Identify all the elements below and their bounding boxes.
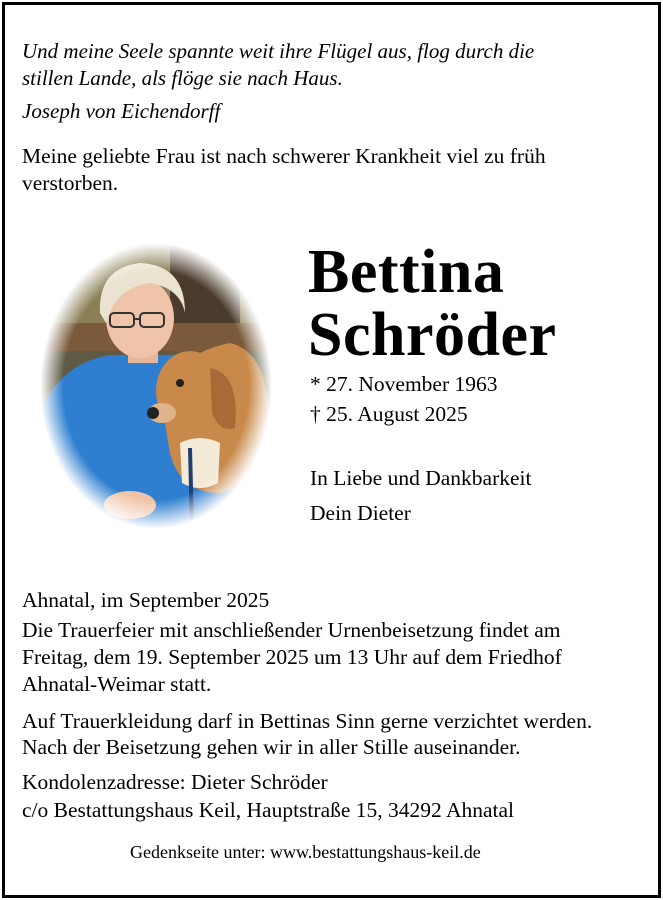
quote-author: Joseph von Eichendorff (22, 99, 221, 123)
intro-line-1: Meine geliebte Frau ist nach schwerer Krankheit viel zu früh (22, 144, 546, 168)
condolence-line-2: c/o Bestattungshaus Keil, Hauptstraße 15, 34292 Ahnatal (22, 798, 515, 822)
quote-line-2: stillen Lande, als flöge sie nach Haus. (22, 66, 343, 90)
intro-line-2: verstorben. (22, 171, 119, 195)
first-name: Bettina (308, 238, 505, 306)
notes-line-1: Auf Trauerkleidung darf in Bettinas Sinn gerne verzichtet werden. (22, 709, 593, 733)
portrait-photo (40, 243, 272, 529)
place-date: Ahnatal, im September 2025 (22, 588, 270, 612)
notes-line-2: Nach der Beisetzung gehen wir in aller Stille auseinander. (22, 735, 521, 759)
ceremony-line-1: Die Trauerfeier mit anschließender Urnenbeisetzung findet am (22, 618, 561, 642)
death-date: † 25. August 2025 (310, 402, 468, 426)
ceremony-line-3: Ahnatal-Weimar statt. (22, 672, 212, 696)
mourners-line-1: In Liebe und Dankbarkeit (310, 466, 532, 490)
quote-line-1: Und meine Seele spannte weit ihre Flügel aus, flog durch die (22, 39, 535, 63)
mourners-line-2: Dein Dieter (310, 501, 411, 525)
last-name: Schröder (308, 301, 557, 369)
condolence-line-1: Kondolenzadresse: Dieter Schröder (22, 770, 328, 794)
ceremony-line-2: Freitag, dem 19. September 2025 um 13 Uhr auf dem Friedhof (22, 645, 562, 669)
birth-date: * 27. November 1963 (310, 372, 498, 396)
memorial-page-link[interactable]: Gedenkseite unter: www.bestattungshaus-keil.de (130, 842, 481, 862)
